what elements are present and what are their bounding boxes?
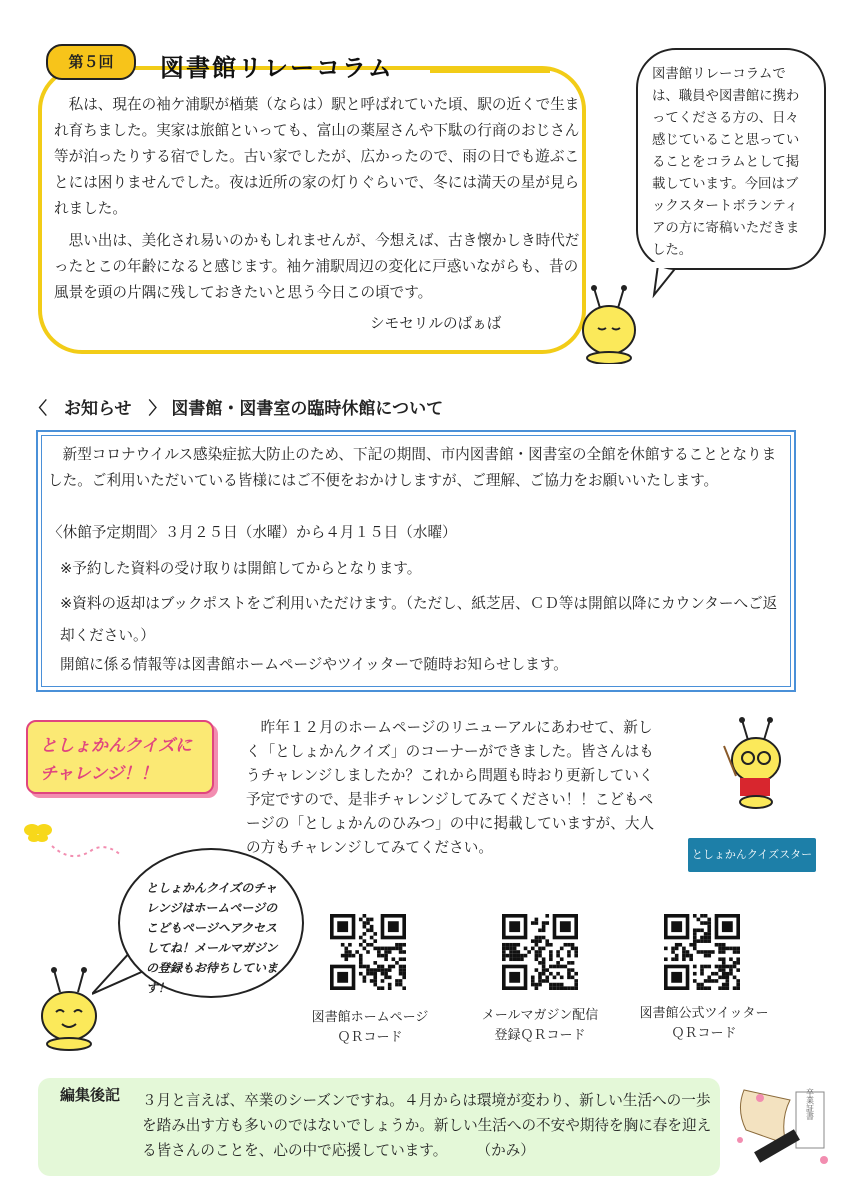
quiz-start-button[interactable]: としょかんクイズスタート — [688, 838, 816, 872]
mascot-reading-icon — [722, 716, 792, 812]
bubble-tail-cover — [648, 262, 708, 270]
qr-caption-line: メールマガジン配信 — [481, 1008, 599, 1023]
editorial-title: 編集後記 — [60, 1086, 121, 1104]
column-signature: シモセリルのばぁば — [370, 315, 502, 332]
column-issue-badge: 第５回 — [46, 44, 136, 80]
qr-code-icon — [664, 914, 740, 990]
notice-box — [36, 430, 796, 692]
notice-heading: 〈 お知らせ 〉 図書館・図書室の臨時休館について — [30, 399, 444, 419]
notice-closing: 開館に係る情報等は図書館ホームページやツイッターで随時お知らせします。 — [60, 656, 568, 673]
notice-note-2: ※資料の返却はブックポストをご利用いただけます。（ただし、紙芝居、ＣＤ等は開館以降にカウンターへご返却ください。） — [60, 595, 778, 644]
qr-twitter[interactable] — [664, 914, 740, 994]
quiz-tag-line-2: チャレンジ！！ — [40, 764, 158, 784]
quiz-tag-line-1: としょかんクイズに — [40, 736, 192, 756]
notice-intro: 新型コロナウイルス感染症拡大防止のため、下記の期間、市内図書館・図書室の全館を休館することとなりました。ご利用いただいている皆様にはご不便をおかけしますが、ご理解、ご協力をお願いいたします。 — [48, 446, 777, 489]
qr-mail-magazine-caption — [460, 1006, 620, 1046]
butterfly-icon — [22, 818, 132, 868]
quiz-text: 昨年１２月のホームページのリニューアルにあわせて、新しく「としょかんクイズ」のコーナーができました。皆さんはもうチャレンジしましたか？これから問題も時おり更新していく予定ですので、是非チャレンジしてみてください！！こどもページの「としょかんのひみつ」の中に掲載していますが、大人の方もチャレンジしてみてください。 — [246, 719, 655, 856]
column-paragraph-1: 私は、現在の袖ケ浦駅が楢葉（ならは）駅と呼ばれていた頃、駅の近くで生まれ育ちました。実家は旅館といっても、富山の薬屋さんや下駄の行商のおじさん等が泊ったりする宿でした。古い家でしたが、広かったので、雨の日でも遊ぶことには困りませんでした。夜は近所の家の灯りぐらいで、冬には満天の星が見られました。 — [54, 96, 580, 217]
qr-mail-magazine[interactable] — [502, 914, 578, 994]
qr-caption-line: 登録ＱＲコード — [494, 1028, 586, 1043]
qr-twitter-caption — [624, 1004, 784, 1044]
qr-homepage-caption — [290, 1008, 450, 1048]
notice-period: 〈休館予定期間〉３月２５日（水曜）から４月１５日（水曜） — [48, 524, 457, 541]
quiz-tag — [26, 720, 214, 794]
qr-caption-line: 図書館公式ツイッター — [639, 1006, 769, 1021]
diploma-icon — [730, 1080, 834, 1170]
qr-caption-line: 図書館ホームページ — [311, 1010, 429, 1025]
diploma-label: 卒業証書 — [805, 1088, 815, 1120]
quiz-info-bubble: としょかんクイズのチャレンジはホームページのこどもページへアクセスしてね！メールマガジンの登録もお待ちしています！ — [118, 848, 304, 998]
qr-homepage[interactable] — [330, 914, 406, 994]
notice-note-1: ※予約した資料の受け取りは開館してからとなります。 — [60, 560, 422, 577]
editorial-text: ３月と言えば、卒業のシーズンですね。４月からは環境が変わり、新しい生活への一歩を踏み出す方も多いのではないでしょうか。新しい生活への不安や期待を胸に春を迎える皆さんのことを、心の中で応援しています。 （かみ） — [142, 1092, 712, 1159]
column-title-underline — [430, 69, 550, 73]
qr-caption-line: ＱＲコード — [337, 1030, 403, 1045]
column-body — [54, 92, 584, 306]
qr-code-icon — [330, 914, 406, 990]
qr-code-icon — [502, 914, 578, 990]
mascot-icon — [578, 284, 648, 364]
qr-caption-line: ＱＲコード — [671, 1026, 737, 1041]
mascot-smiling-icon — [36, 966, 106, 1052]
column-info-bubble: 図書館リレーコラムでは、職員や図書館に携わってくださる方の、日々感じていること思っていることをコラムとして掲載しています。今回はブックスタートボランティアの方に寄稿いただきました。 — [636, 48, 826, 270]
column-paragraph-2: 思い出は、美化され易いのかもしれませんが、今想えば、古き懐かしき時代だったとこの年齢になると感じます。袖ケ浦駅周辺の変化に戸惑いながらも、昔の風景を頭の片隅に残しておきたいと思う今日この頃です。 — [54, 232, 580, 301]
column-title: 図書館リレーコラム — [160, 54, 394, 82]
